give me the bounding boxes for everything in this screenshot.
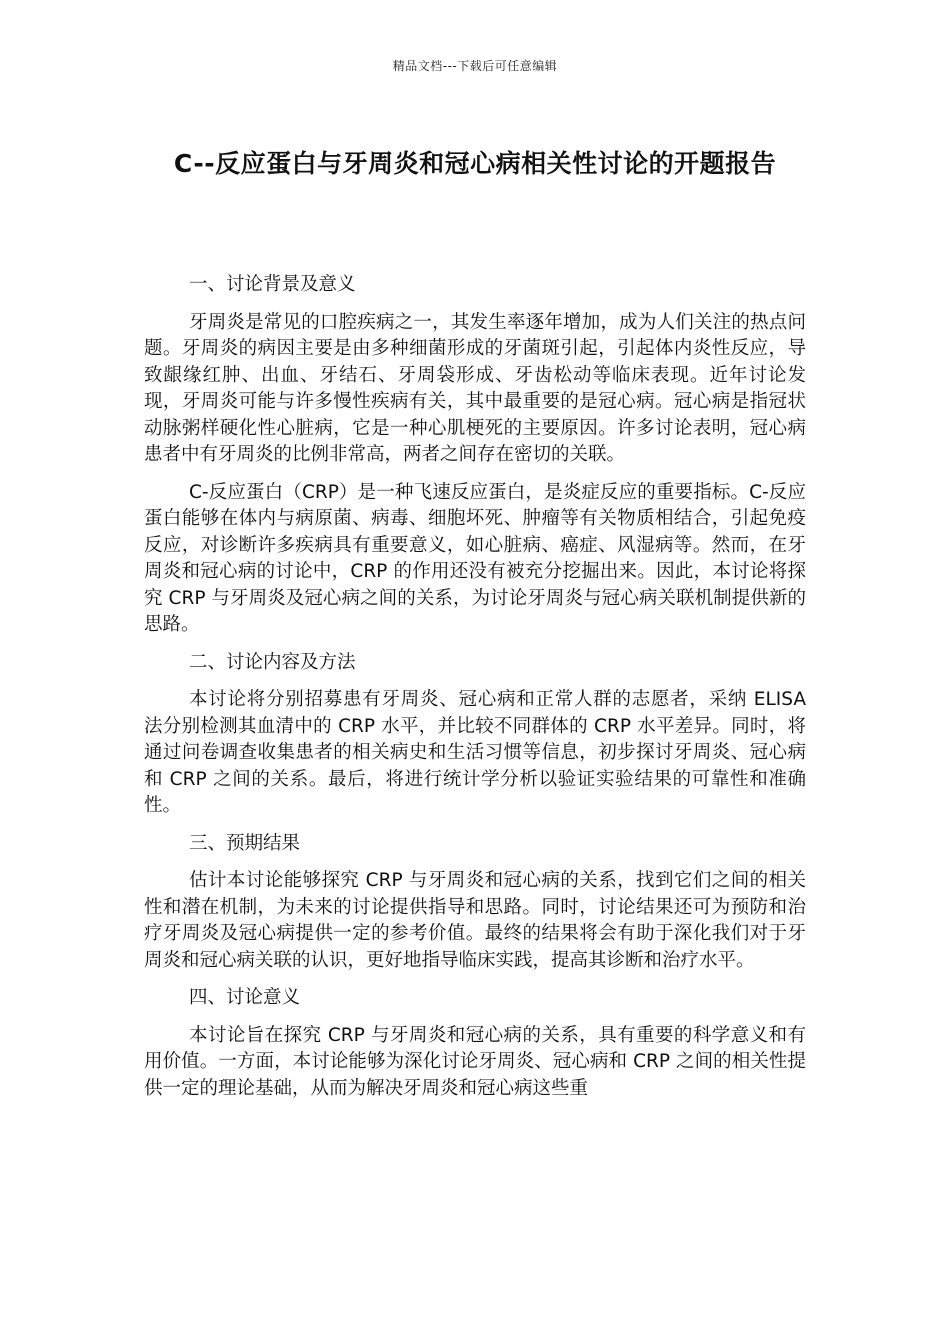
paragraph-significance: 本讨论旨在探究 CRP 与牙周炎和冠心病的关系，具有重要的科学意义和有用价值。一方面，本讨论能够为深化讨论牙周炎、冠心病和 CRP 之间的相关性提供一定的理论基础，从而为解决牙周炎和冠心病这些重 xyxy=(144,1024,806,1099)
paragraph-expected-results: 估计本讨论能够探究 CRP 与牙周炎和冠心病的关系，找到它们之间的相关性和潜在机制，为未来的讨论提供指导和思路。同时，讨论结果还可为预防和治疗牙周炎及冠心病提供一定的参考价值。最终的结果将会有助于深化我们对于牙周炎和冠心病关联的认识，更好地指导临床实践，提高其诊断和治疗水平。 xyxy=(144,870,806,971)
section-heading-methods: 二、讨论内容及方法 xyxy=(189,651,356,673)
header-note: 精品文档---下载后可任意编辑 xyxy=(392,59,558,73)
paragraph-crp-introduction: C-反应蛋白（CRP）是一种飞速反应蛋白，是炎症反应的重要指标。C-反应蛋白能够在体内与病原菌、病毒、细胞坏死、肿瘤等有关物质相结合，引起免疫反应，对诊断许多疾病具有重要意义，如心脏病、癌症、风湿病等。然而，在牙周炎和冠心病的讨论中，CRP 的作用还没有被充分挖掘出来。因此，本讨论将探究 CRP 与牙周炎及冠心病之间的关系，为讨论牙周炎与冠心病关联机制提供新的思路。 xyxy=(144,481,806,635)
document-body xyxy=(144,272,806,1113)
document-title: C--反应蛋白与牙周炎和冠心病相关性讨论的开题报告 xyxy=(173,149,777,178)
paragraph-methods: 本讨论将分别招募患有牙周炎、冠心病和正常人群的志愿者，采纳 ELISA 法分别检测其血清中的 CRP 水平，并比较不同群体的 CRP 水平差异。同时，将通过问卷调查收集患者的相关病史和生活习惯等信息，初步探讨牙周炎、冠心病和 CRP 之间的关系。最后，将进行统计学分析以验证实验结果的可靠性和准确性。 xyxy=(144,689,806,816)
section-heading-background: 一、讨论背景及意义 xyxy=(189,274,356,295)
section-heading-expected-results: 三、预期结果 xyxy=(189,832,301,854)
section-heading-significance: 四、讨论意义 xyxy=(189,987,301,1008)
paragraph-periodontitis-background: 牙周炎是常见的口腔疾病之一，其发生率逐年增加，成为人们关注的热点问题。牙周炎的病因主要是由多种细菌形成的牙菌斑引起，引起体内炎性反应，导致龈缘红肿、出血、牙结石、牙周袋形成、牙齿松动等临床表现。近年讨论发现，牙周炎可能与许多慢性疾病有关，其中最重要的是冠心病。冠心病是指冠状动脉粥样硬化性心脏病，它是一种心肌梗死的主要原因。许多讨论表明，冠心病患者中有牙周炎的比例非常高，两者之间存在密切的关联。 xyxy=(144,311,806,465)
